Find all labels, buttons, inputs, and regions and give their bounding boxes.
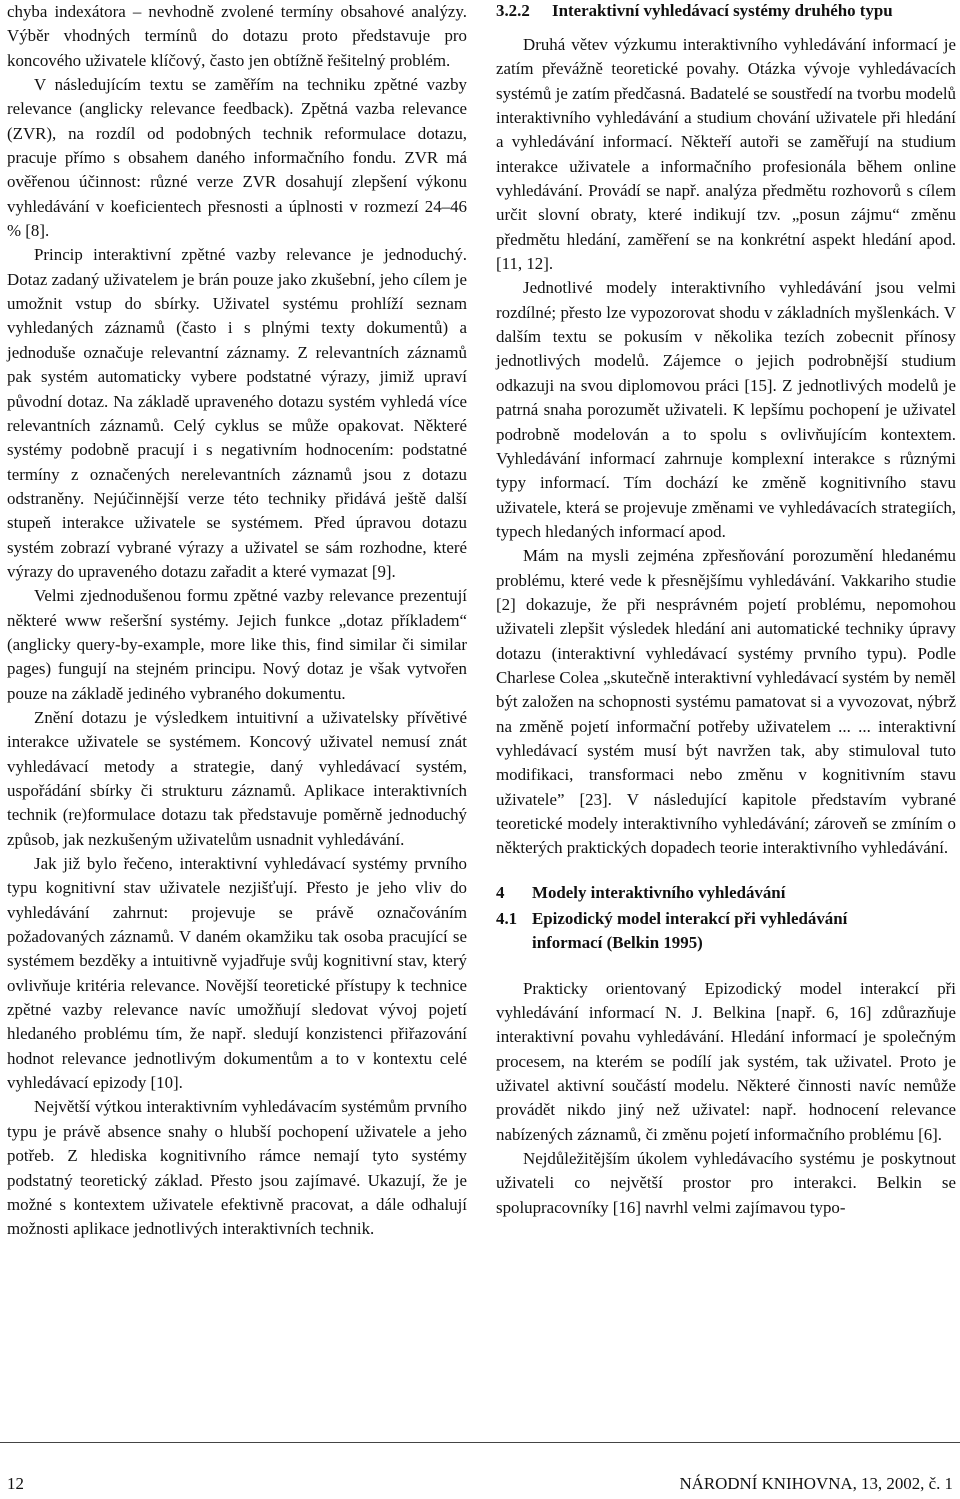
right-column	[496, 0, 956, 1220]
paragraph: Velmi zjednodušenou formu zpětné vazby relevance prezentují některé www rešeršní systémy. Jejich funkce „dotaz příkladem“ (anglicky query-by-example, more like this, find similar či similar pages) fungují na stejném principu. Nový dotaz je však vytvořen pouze na základě jediného vybraného dokumentu.	[7, 586, 467, 703]
subsection-number: 4.1	[496, 908, 518, 928]
paragraph: Prakticky orientovaný Epizodický model interakcí při vyhledávání informací N. J. Belkina [např. 6, 16] zdůrazňuje interaktivní povahu vyhledávání. Hledání informací je společným procesem, na kterém se podílí jak systém, tak uživatel. Proto je uživatel aktivní součástí modelu. Některé činnosti navíc nemůže provádět nikdo jiný než uživatel: např. hodnocení relevance nabízených záznamů, či změnu pojetí informačního problému [6].	[496, 978, 956, 1144]
page-number: 12	[7, 1474, 24, 1493]
paragraph: Princip interaktivní zpětné vazby relevance je jednoduchý. Dotaz zadaný uživatelem je brán pouze jako zkušební, jeho cílem je umožnit vstup do sbírky. Uživatel systému prohlíží seznam vyhledaných záznamů (často i s plnými texty dokumentů) a jednoduše označuje relevantní záznamy. Z relevantních záznamů pak systém automaticky vybere podstatné výrazy, jimiž upraví původní dotaz. Na základě upraveného dotazu systém vyhledá více relevantních záznamů. Celý cyklus se může opakovat. Některé systémy podobně pracují i s negativním hodnocením: podstatné termíny z označených nerelevantních záznamů jsou z dotazu odstraněny. Nejúčinnější verze této techniky přidává ještě další stupeň interakce uživatele se systémem. Před úpravou dotazu systém zobrazí vybrané výrazy a uživatel se sám rozhodne, které výrazy do upraveného dotazu zařadit a které vymazat [9].	[7, 245, 467, 581]
subsection-number: 3.2.2	[496, 1, 530, 20]
subsection-heading-4-1	[496, 907, 956, 955]
section-title: Modely interaktivního vyhledávání	[532, 882, 786, 902]
paragraph: Znění dotazu je výsledkem intuitivní a uživatelsky přívětivé interakce uživatele se systémem. Koncový uživatel nemusí znát vyhledávací metody a strategie, daný vyhledávací systém, uspořádání sbírky či strukturu záznamů. Aplikace interaktivních technik (re)formulace dotazu tak představuje poměrně jednoduchý způsob, jak nezkušeným uživatelům usnadnit vyhledávání.	[7, 707, 467, 849]
paragraph: Mám na mysli zejména zpřesňování porozumění hledanému problému, které vede k přesnějšímu vyhledávání. Vakkariho studie [2] dokazuje, že při nesprávném pojetí problému, nepomohou uživateli zlepšit výsledek hledání ani automatické techniky úpravy dotazu (interaktivní vyhledávací systémy prvního typu). Podle Charlese Colea „skutečně interaktivní vyhledávací systém by neměl být založen na schopnosti systému pamatovat si a vyvozovat, nýbrž na změně pojetí informační potřeby uživatelem ... ... interaktivní vyhledávací systém musí být navržen tak, aby stimuloval tuto modifikaci, transformaci nebo změnu v kognitivním stavu uživatele” [23]. V následující kapitole představím vybrané teoretické modely interaktivního vyhledávání; zároveň se zmíním o některých praktických dopadech teorie interaktivního vyhledávání.	[496, 546, 956, 858]
paragraph: Jak již bylo řečeno, interaktivní vyhledávací systémy prvního typu kognitivní stav uživatele nezjišťují. Přesto je jeho vliv do vyhledávání zahrnut: projevuje se právě označováním požadovaných záznamů. V daném okamžiku tak osoba pracující se systémem bezděky a intuitivně vyjadřuje svůj kognitivní stav, který ovlivňuje kritéria relevance. Novější teoretické přístupy k technice zpětné vazby relevance navíc umožňují sledovat vývoj pojetí hledaného problému tím, že např. sledují konzistenci přiřazování hodnot relevance jednotlivým dokumentům a to v kontextu celé vyhledávací epizody [10].	[7, 854, 467, 1093]
paragraph: Největší výtkou interaktivním vyhledávacím systémům prvního typu je právě absence snahy o hlubší pochopení uživatele a jeho potřeb. Z hlediska kognitivního rámce nemají tyto systémy podstatný teoretický základ. Přesto jsou zajímavé. Ukazují, že je možné s kontextem uživatele efektivně pracovat, a dále odhalují možnosti aplikace jednotlivých interaktivních technik.	[7, 1097, 467, 1239]
journal-citation: NÁRODNÍ KNIHOVNA, 13, 2002, č. 1	[679, 1474, 953, 1493]
section-heading	[496, 881, 956, 905]
section-number: 4	[496, 882, 505, 902]
paragraph: chyba indexátora – nevhodně zvolené termíny obsahové analýzy. Výběr vhodných termínů do dotazu proto představuje pro koncového uživatele klíčový, často jen obtížně řešitelný problém.	[7, 2, 467, 70]
paragraph: V následujícím textu se zaměřím na techniku zpětné vazby relevance (anglicky relevance feedback). Zpětná vazba relevance (ZVR), na rozdíl od podobných technik reformulace dotazu, pracuje přímo s obsahem daného informačního fondu. ZVR má ověřenou účinnost: různé verze ZVR dosahují zlepšení výkonu vyhledávání v koeficientech přesnosti a úplnosti v rozmezí 24–46 % [8].	[7, 75, 467, 241]
subsection-title: Interaktivní vyhledávací systémy druhého typu	[552, 1, 893, 20]
paragraph: Druhá větev výzkumu interaktivního vyhledávání informací je zatím převážně teoretické povahy. Otázka vývoje vyhledávacích systémů je zatím předčasná. Badatelé se soustředí na tvorbu modelů interaktivního vyhledávání a studium chování uživatele při hledání a vyhledávání informací. Někteří autoři se zaměřují na studium interakce uživatele a informačního profesionála během online vyhledávání. Provádí se např. analýza předmětu rozhovorů s cílem určit slovní obraty, které indikují tzv. „posun zájmu“ změnu předmětu hledání, zaměření se na konkrétní aspekt hledání apod. [11, 12].	[496, 35, 956, 274]
paragraph: Nejdůležitějším úkolem vyhledávacího systému je poskytnout uživateli co největší prostor pro interakci. Belkin se spolupracovníky [16] navrhl velmi zajímavou typo-	[496, 1149, 956, 1217]
page-footer	[0, 1472, 960, 1498]
subsection-title-line2: informací (Belkin 1995)	[532, 932, 703, 952]
left-column	[7, 0, 467, 1242]
subsection-heading	[496, 0, 956, 22]
subsection-title-line1: Epizodický model interakcí při vyhledávání	[532, 908, 848, 928]
paragraph: Jednotlivé modely interaktivního vyhledávání jsou velmi rozdílné; přesto lze vypozorovat shodu v základních myšlenkách. V dalším textu se pokusím v několika tezích zobecnit přínosy jednotlivých modelů. Zájemce o jejich podrobnější studium odkazuji na svou diplomovou práci [15]. Z jednotlivých modelů je patrná snaha porozumět uživateli. K lepšímu pochopení je uživatel podrobně modelován a to spolu s ovlivňujícím kontextem. Vyhledávání informací zahrnuje komplexní interakce s různými typy informací. Tím dochází ke změně kognitivního stavu uživatele, která se projevuje změnami ve vyhledávacích strategiích, typech hledaných informací apod.	[496, 278, 956, 541]
footer-rule	[0, 1442, 960, 1443]
